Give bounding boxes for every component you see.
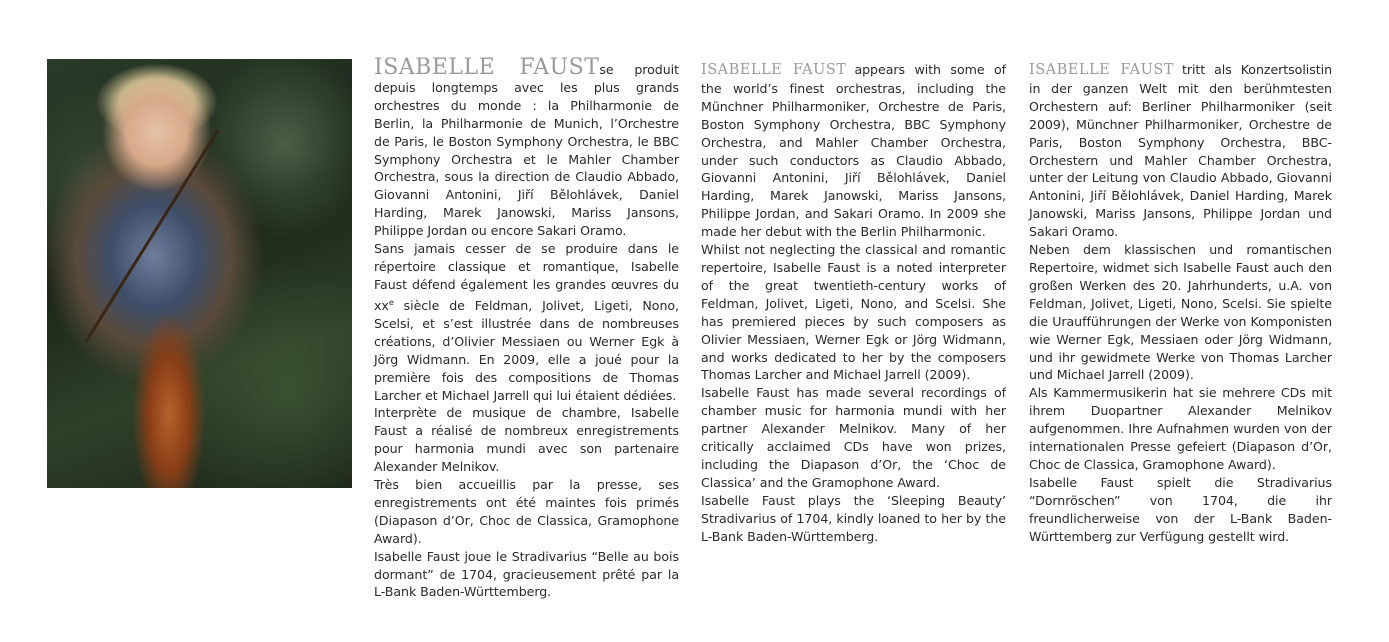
- french-paragraph-1: [374, 55, 679, 240]
- english-paragraph-2: Whilst not neglecting the classical and romantic repertoire, Isabelle Faust is a noted interpreter of the great twentieth-century works of Feldman, Jolivet, Ligeti, Nono, and Scelsi. She has premiered pieces by such composers as Olivier Messiaen, Werner Egk or Jörg Widmann, and works dedicated to her by the composers Thomas Larcher and Michael Jarrell (2009).: [701, 242, 1006, 383]
- artist-photo: [47, 59, 352, 488]
- german-paragraph-2: Neben dem klassischen und romantischen Repertoire, widmet sich Isabelle Faust auch den großen Werken des 20. Jahrhunderts, u.A. von Feldman, Jolivet, Ligeti, Nono, Scelsi. Sie spielte die Uraufführungen der Werke von Komponisten wie Werner Egk, Messiaen oder Jörg Widmann, und ihr gewidmete Werke von Thomas Larcher und Michael Jarrell (2009).: [1029, 242, 1332, 383]
- french-p2-end: siècle de Feldman, Jolivet, Ligeti, Nono, Scelsi, et s’est illustrée dans de nombreuses créations, d’Olivier Messiaen ou Werner Egk à Jörg Widmann. En 2009, elle a joué pour la première fois des compositions de Thomas Larcher et Michael Jarrell qui lui étaient dédiées.: [374, 297, 679, 403]
- english-column: [701, 61, 1006, 545]
- german-paragraph-3: Als Kammermusikerin hat sie mehrere CDs mit ihrem Duopartner Alexander Melnikov aufgenommen. Ihre Aufnahmen wurden von der internationalen Presse gefeiert (Diapason d’Or, Choc de Classica, Gramophone Award).: [1029, 385, 1332, 472]
- french-p2-start: Sans jamais cesser de se produire dans le répertoire classique et romantique, Isabelle Faust défend également les grandes œuvres du xx: [374, 241, 679, 313]
- german-column: [1029, 61, 1332, 545]
- french-paragraph-2: [374, 240, 679, 404]
- german-intro-text: tritt als Konzertsolistin in der ganzen Welt mit den berühmtesten Orchestern auf: Berliner Philharmoniker (seit 2009), Münchner Philharmoniker, Orchestre de Paris, Boston Symphony Orchestra, BBC-Orchestern und Mahler Chamber Orchestra, unter der Leitung von Claudio Abbado, Giovanni Antonini, Jiří Bělohlávek, Daniel Harding, Marek Janowski, Mariss Jansons, Philippe Jordan und Sakari Oramo.: [1029, 62, 1333, 240]
- violin-bow-shape: [85, 129, 220, 343]
- english-paragraph-1: [701, 61, 1006, 241]
- superscript-e: e: [388, 297, 394, 307]
- german-paragraph-1: [1029, 61, 1332, 241]
- french-paragraph-4: Très bien accueillis par la presse, ses enregistrements ont été maintes fois primés (Diapason d’Or, Choc de Classica, Gramophone Award).: [374, 477, 679, 546]
- french-column: [374, 55, 679, 601]
- artist-name-de: ISABELLE FAUST: [1029, 62, 1174, 78]
- english-paragraph-3: Isabelle Faust has made several recordings of chamber music for harmonia mundi with her partner Alexander Melnikov. Many of her critically acclaimed CDs have won prizes, including the Diapason d’Or, the ‘Choc de Classica’ and the Gramophone Award.: [701, 385, 1006, 490]
- artist-name-en: ISABELLE FAUST: [701, 62, 847, 78]
- french-paragraph-3: Interprète de musique de chambre, Isabelle Faust a réalisé de nombreux enregistrements pour harmonia mundi avec son partenaire Alexander Melnikov.: [374, 405, 679, 475]
- english-intro-text: appears with some of the world’s finest orchestras, including the Münchner Philharmoniker, Orchestre de Paris, Boston Symphony Orchestra, BBC Symphony Orchestra, and Mahler Chamber Orchestra, under such conductors as Claudio Abbado, Giovanni Antonini, Jiří Bělohlávek, Daniel Harding, Marek Janowski, Mariss Jansons, Philippe Jordan, and Sakari Oramo. In 2009 she made her debut with the Berlin Philharmonic.: [701, 62, 1007, 240]
- french-intro-text: se produit depuis longtemps avec les plus grands orchestres du monde : la Philharmonie de Berlin, la Philharmonie de Munich, l’Orchestre de Paris, le Boston Symphony Orchestra, le BBC Symphony Orchestra et le Mahler Chamber Orchestra, sous la direction de Claudio Abbado, Giovanni Antonini, Jiří Bělohlávek, Daniel Harding, Marek Janowski, Mariss Jansons, Philippe Jordan ou encore Sakari Oramo.: [374, 62, 679, 239]
- german-paragraph-4: Isabelle Faust spielt die Stradivarius “Dornröschen” von 1704, die ihr freundlicherweise von der L-Bank Baden-Württemberg zur Verfügung gestellt wird.: [1029, 474, 1332, 544]
- french-paragraph-5: Isabelle Faust joue le Stradivarius “Belle au bois dormant” de 1704, gracieusement prêté par la L-Bank Baden-Württemberg.: [374, 548, 679, 600]
- artist-name-fr: ISABELLE FAUST: [374, 55, 600, 80]
- english-paragraph-4: Isabelle Faust plays the ‘Sleeping Beauty’ Stradivarius of 1704, kindly loaned to her by the L-Bank Baden-Württemberg.: [701, 492, 1006, 544]
